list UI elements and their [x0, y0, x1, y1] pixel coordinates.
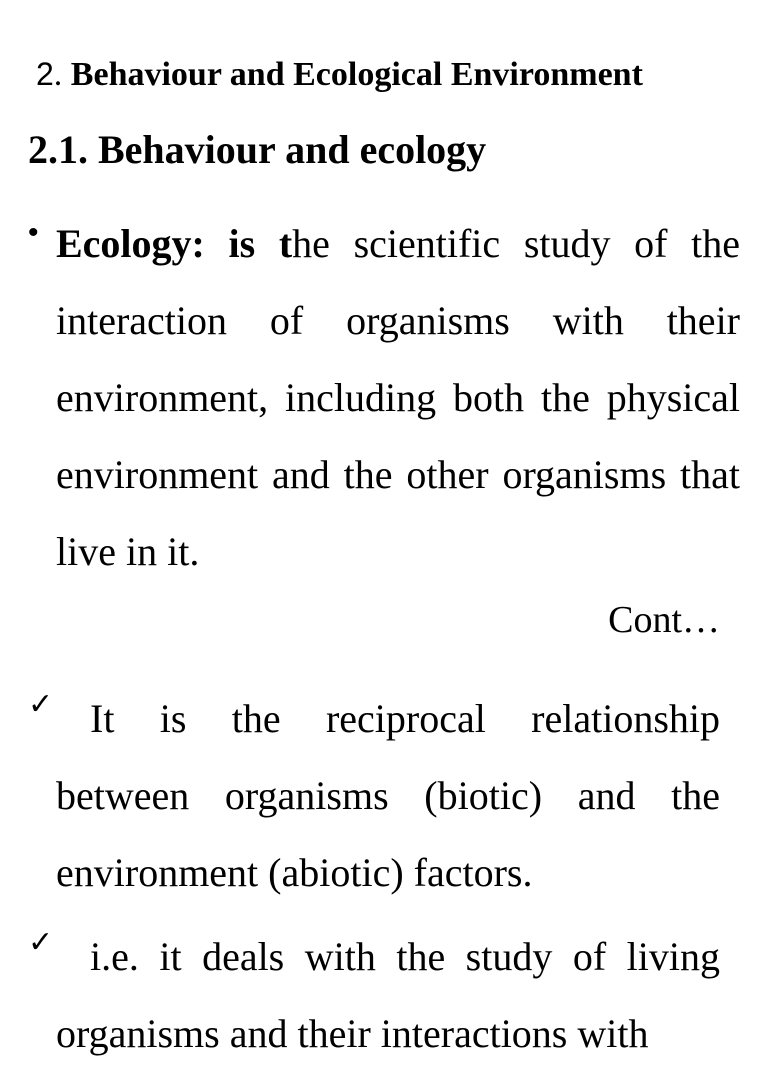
ecology-definition-bullet: [28, 205, 740, 590]
ecology-term: Ecology: is t: [56, 221, 293, 266]
section-number-dot: .: [53, 56, 63, 93]
check-item-reciprocal: [28, 680, 720, 911]
check-item-reciprocal-text: It is the reciprocal relationship between organisms (biotic) and the environment (abiotic) factors.: [56, 696, 720, 895]
check-item-living-organisms-text: i.e. it deals with the study of living organisms and their interactions with: [56, 934, 720, 1056]
ecology-definition-body: he scientific study of the interaction of organisms with their environment, including both the physical environment and the other organisms that live in it.: [56, 221, 740, 574]
section-number: 2: [36, 56, 54, 92]
checkmark-icon: ✓: [28, 687, 54, 722]
ecology-definition-text: [56, 205, 740, 590]
check-item-living-organisms: [28, 918, 720, 1072]
bullet-icon: •: [28, 216, 39, 249]
continuation-label: Cont…: [608, 599, 720, 641]
subsection-heading: 2.1. Behaviour and ecology: [28, 127, 487, 172]
section-title: Behaviour and Ecological Environment: [70, 56, 643, 93]
checkmark-icon: ✓: [28, 925, 54, 960]
section-heading: [36, 52, 643, 97]
